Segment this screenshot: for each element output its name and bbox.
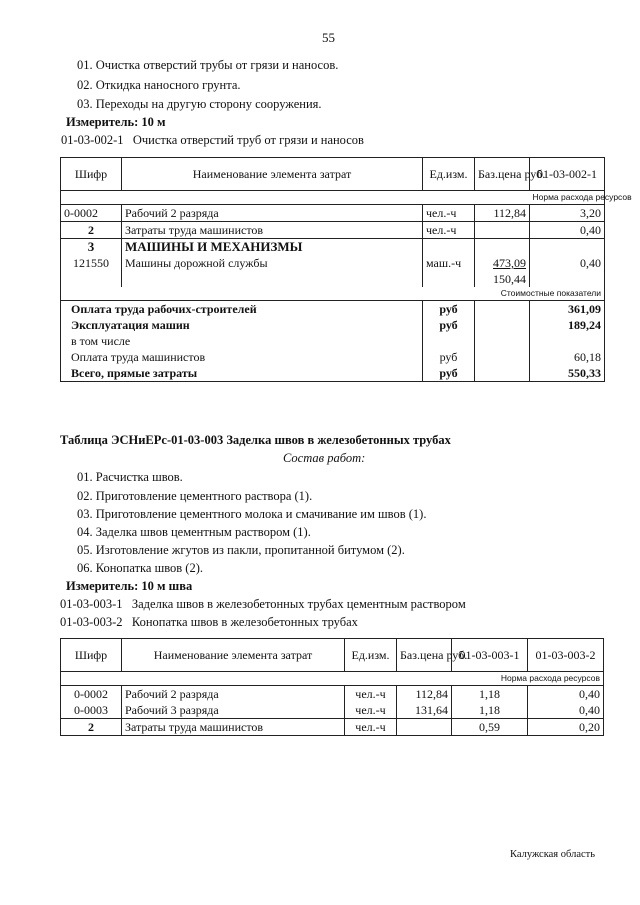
- work-item: 01. Расчистка швов.: [77, 470, 183, 484]
- resource-table-1: [60, 157, 632, 382]
- code-line: 01-03-003-2 Конопатка швов в железобетонных трубах: [60, 615, 358, 629]
- table-row: 0-0002 Рабочий 2 разряда чел.-ч 112,84 1,18 0,40: [61, 686, 604, 703]
- work-item: 01. Очистка отверстий трубы от грязи и наносов.: [77, 58, 339, 72]
- table-title: Таблица ЭСНиЕРс-01-03-003 Заделка швов в железобетонных трубах: [60, 433, 451, 447]
- header-price: Баз.цена руб.: [397, 639, 452, 672]
- header-name: Наименование элемента затрат: [122, 639, 345, 672]
- cost-row: в том числе: [61, 333, 605, 349]
- meter-label: Измеритель: 10 м: [66, 115, 166, 129]
- cost-row: Оплата труда рабочих-строителей руб 361,09: [61, 301, 605, 318]
- work-item: 05. Изготовление жгутов из пакли, пропитанной битумом (2).: [77, 543, 405, 557]
- header-code: Шифр: [61, 639, 122, 672]
- work-item: 03. Приготовление цементного молока и смачивание им швов (1).: [77, 507, 427, 521]
- table-row: 0-0003 Рабочий 3 разряда чел.-ч 131,64 1,18 0,40: [61, 702, 604, 719]
- table-row: 0-0002 Рабочий 2 разряда чел.-ч 112,84 3,20: [61, 205, 605, 222]
- table-row: 121550 Машины дорожной службы маш.-ч 473,09 150,44 0,40: [61, 255, 605, 287]
- work-item: 02. Приготовление цементного раствора (1).: [77, 489, 313, 503]
- resource-table-2: [60, 638, 604, 736]
- norm-label: Норма расхода ресурсов: [452, 672, 604, 686]
- cost-row: Оплата труда машинистов руб 60,18: [61, 349, 605, 365]
- page-number: 55: [322, 30, 335, 45]
- meter-label: Измеритель: 10 м шва: [66, 579, 193, 593]
- code-line: 01-03-003-1 Заделка швов в железобетонных трубах цементным раствором: [60, 597, 466, 611]
- table-row: 2 Затраты труда машинистов чел.-ч 0,40: [61, 222, 605, 239]
- code-line: 01-03-002-1 Очистка отверстий труб от грязи и наносов: [61, 133, 364, 147]
- header-unit: Ед.изм.: [345, 639, 397, 672]
- table-row: 2 Затраты труда машинистов чел.-ч 0,59 0,20: [61, 719, 604, 736]
- norm-label: Норма расхода ресурсов: [530, 191, 605, 205]
- header-code: Шифр: [61, 158, 122, 191]
- cost-label: Стоимостные показатели: [475, 287, 605, 301]
- header-unit: Ед.изм.: [423, 158, 475, 191]
- work-item: 02. Откидка наносного грунта.: [77, 78, 241, 92]
- header-col1: 01-03-002-1: [530, 158, 605, 191]
- header-col2: 01-03-003-2: [528, 639, 604, 672]
- work-item: 06. Конопатка швов (2).: [77, 561, 204, 575]
- work-item: 03. Переходы на другую сторону сооружения.: [77, 97, 322, 111]
- header-col1: 01-03-003-1: [452, 639, 528, 672]
- header-name: Наименование элемента затрат: [122, 158, 423, 191]
- cost-row: Всего, прямые затраты руб 550,33: [61, 365, 605, 382]
- table-subtitle: Состав работ:: [283, 451, 366, 465]
- header-price: Баз.цена руб.: [475, 158, 530, 191]
- cost-row: Эксплуатация машин руб 189,24: [61, 317, 605, 333]
- work-item: 04. Заделка швов цементным раствором (1).: [77, 525, 311, 539]
- table-row: 3 МАШИНЫ И МЕХАНИЗМЫ: [61, 239, 605, 256]
- footer-region: Калужская область: [510, 849, 596, 860]
